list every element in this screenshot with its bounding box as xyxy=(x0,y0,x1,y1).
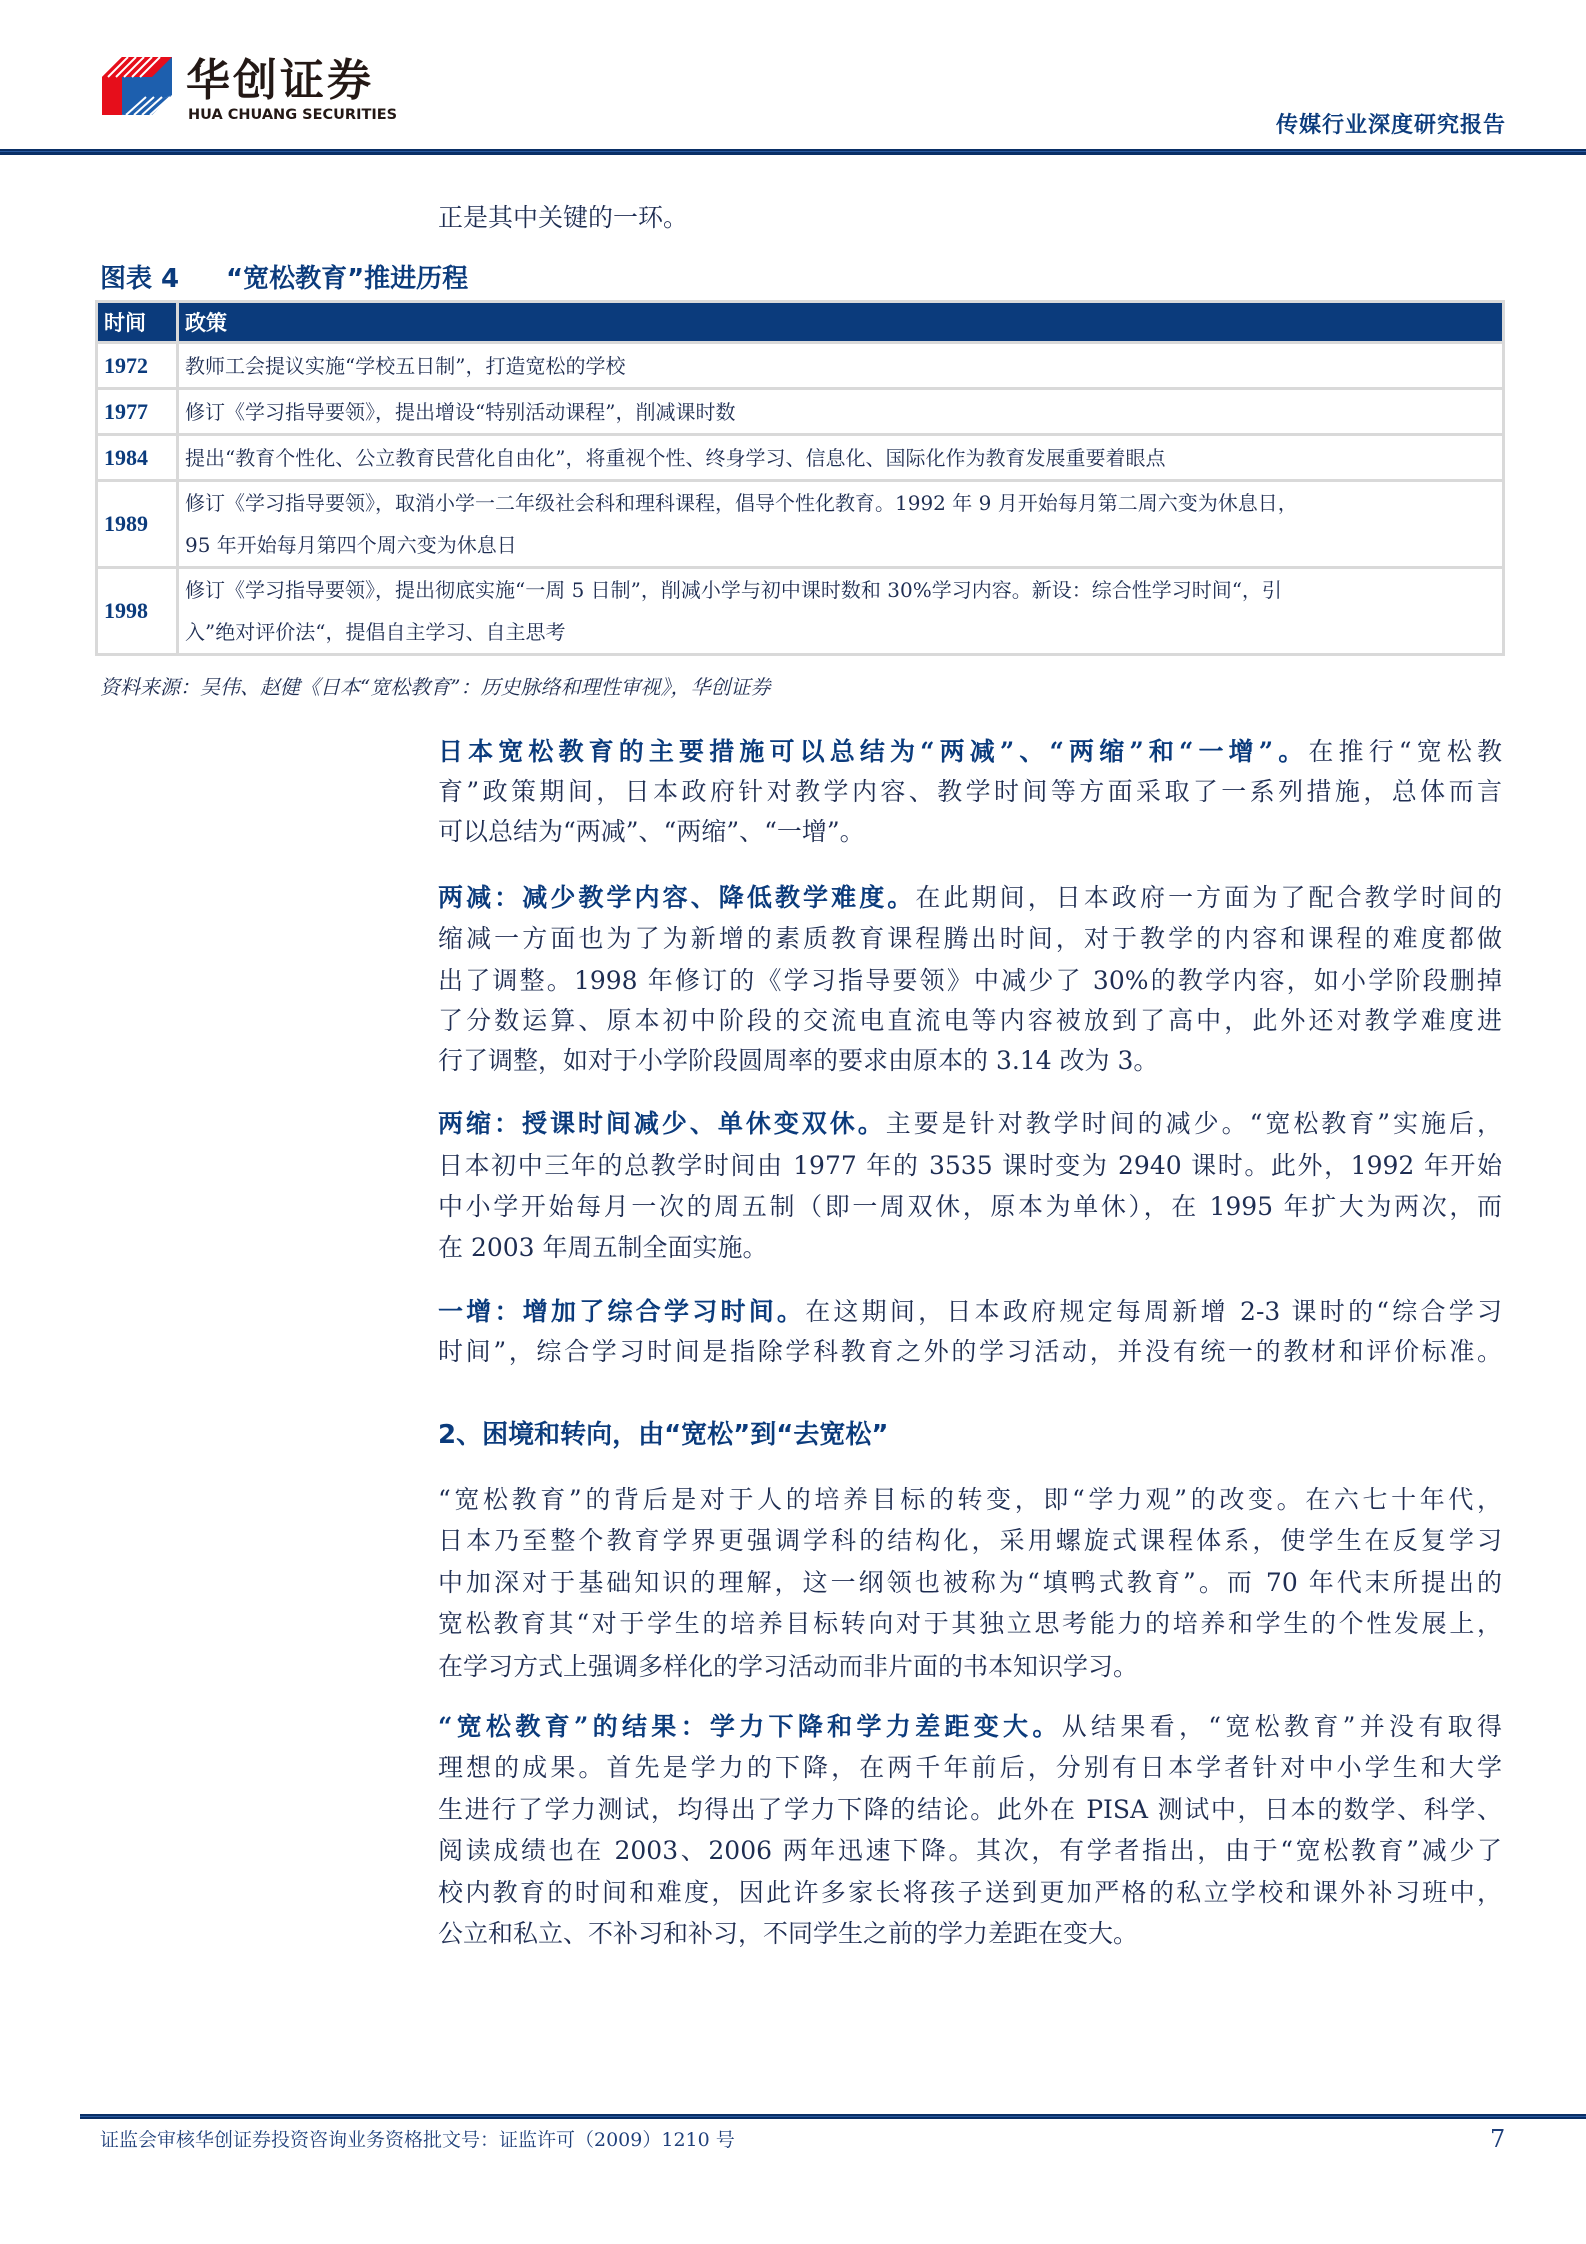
policy-timeline-table xyxy=(95,300,1505,656)
paragraph-line: 出了调整。1998 年修订的《学习指导要领》中减少了 30%的教学内容，如小学阶段删掉 xyxy=(438,966,1502,995)
row-year: 1984 xyxy=(97,435,178,481)
table-header-row xyxy=(97,302,1504,343)
paragraph-line: 在 2003 年周五制全面实施。 xyxy=(438,1233,768,1262)
row-year: 1998 xyxy=(97,568,178,655)
paragraph-line: 校内教育的时间和难度，因此许多家长将孩子送到更加严格的私立学校和课外补习班中， xyxy=(438,1878,1502,1907)
row-year: 1989 xyxy=(97,481,178,568)
paragraph-text: 从结果看，“宽松教育”并没有取得 xyxy=(1061,1712,1502,1741)
paragraph-line: 了分数运算、原本初中阶段的交流电直流电等内容被放到了高中，此外还对教学难度进 xyxy=(438,1006,1502,1035)
table-row xyxy=(97,343,1504,389)
footer-license: 证监会审核华创证券投资咨询业务资格批文号：证监许可（2009）1210 号 xyxy=(100,2129,735,2151)
paragraph-line xyxy=(438,737,1502,767)
paragraph-line: 时间”，综合学习时间是指除学科教育之外的学习活动，并没有统一的教材和评价标准。 xyxy=(438,1337,1502,1366)
row-policy-line: 修订《学习指导要领》，取消小学一二年级社会科和理科课程，倡导个性化教育。1992 年 9 月开始每月第二周六变为休息日， xyxy=(185,491,1298,515)
row-policy xyxy=(178,481,1504,568)
paragraph-line: 可以总结为“两减”、“两缩”、“一增”。 xyxy=(438,817,865,846)
row-policy xyxy=(178,568,1504,655)
report-type-label: 传媒行业深度研究报告 xyxy=(1275,113,1506,138)
paragraph-line: 在学习方式上强调多样化的学习活动而非片面的书本知识学习。 xyxy=(438,1652,1139,1681)
paragraph-line xyxy=(438,1109,1502,1139)
paragraph-line xyxy=(438,1712,1502,1742)
paragraph-line: 缩减一方面也为了为新增的素质教育课程腾出时间，对于教学的内容和课程的难度都做 xyxy=(438,924,1502,953)
row-policy-line: 入”绝对评价法“，提倡自主学习、自主思考 xyxy=(185,620,566,644)
figure-title xyxy=(100,262,468,296)
paragraph-line: 中加深对于基础知识的理解，这一纲领也被称为“填鸭式教育”。而 70 年代末所提出的 xyxy=(438,1568,1502,1597)
paragraph-line: 育”政策期间，日本政府针对教学内容、教学时间等方面采取了一系列措施，总体而言 xyxy=(438,777,1502,806)
figure-source: 资料来源：吴伟、赵健《日本“宽松教育”：历史脉络和理性审视》，华创证券 xyxy=(100,675,771,699)
paragraph-line xyxy=(438,883,1502,913)
row-year: 1972 xyxy=(97,343,178,389)
page-number: 7 xyxy=(1490,2125,1506,2153)
intro-line: 正是其中关键的一环。 xyxy=(438,203,689,232)
paragraph-line: “宽松教育”的背后是对于人的培养目标的转变，即“学力观”的改变。在六七十年代， xyxy=(438,1485,1502,1514)
row-year: 1977 xyxy=(97,389,178,435)
footer-divider xyxy=(80,2114,1586,2119)
row-policy: 修订《学习指导要领》，提出增设“特别活动课程”，削减课时数 xyxy=(178,389,1504,435)
row-policy: 教师工会提议实施“学校五日制”，打造宽松的学校 xyxy=(178,343,1504,389)
figure-caption: “宽松教育”推进历程 xyxy=(226,264,469,294)
table-row xyxy=(97,435,1504,481)
column-header-policy: 政策 xyxy=(178,302,1504,343)
figure-label: 图表 4 xyxy=(100,264,180,294)
company-logo-english: HUA CHUANG SECURITIES xyxy=(188,107,398,123)
paragraph-text: 在这期间，日本政府规定每周新增 2-3 课时的“综合学习 xyxy=(805,1297,1502,1326)
paragraph-text: 主要是针对教学时间的减少。“宽松教育”实施后， xyxy=(885,1109,1502,1138)
company-logo-icon xyxy=(102,57,172,115)
table-row xyxy=(97,568,1504,655)
paragraph-text: 在此期间，日本政府一方面为了配合教学时间的 xyxy=(915,883,1502,912)
paragraph-line: 日本乃至整个教育学界更强调学科的结构化，采用螺旋式课程体系，使学生在反复学习 xyxy=(438,1526,1502,1555)
paragraph-line: 生进行了学力测试，均得出了学力下降的结论。此外在 PISA 测试中，日本的数学、科学、 xyxy=(438,1795,1502,1824)
paragraph-line: 阅读成绩也在 2003、2006 两年迅速下降。其次，有学者指出，由于“宽松教育”减少了 xyxy=(438,1836,1502,1865)
table-row xyxy=(97,389,1504,435)
paragraph-lead: 一增：增加了综合学习时间。 xyxy=(438,1297,806,1326)
paragraph-line: 中小学开始每月一次的周五制（即一周双休，原本为单休），在 1995 年扩大为两次，而 xyxy=(438,1192,1502,1221)
paragraph-line: 公立和私立、不补习和补习，不同学生之前的学力差距在变大。 xyxy=(438,1919,1139,1948)
row-policy-line: 修订《学习指导要领》，提出彻底实施“一周 5 日制”，削减小学与初中课时数和 30%学习内容。新设：综合性学习时间“，引 xyxy=(185,578,1282,602)
paragraph-text: 在推行“宽松教 xyxy=(1308,737,1502,766)
paragraph-line: 理想的成果。首先是学力的下降，在两千年前后，分别有日本学者针对中小学生和大学 xyxy=(438,1753,1502,1782)
section-heading: 2、困境和转向，由“宽松”到“去宽松” xyxy=(438,1420,889,1450)
row-policy: 提出“教育个性化、公立教育民营化自由化”，将重视个性、终身学习、信息化、国际化作为教育发展重要着眼点 xyxy=(178,435,1504,481)
paragraph-line: 日本初中三年的总教学时间由 1977 年的 3535 课时变为 2940 课时。此外，1992 年开始 xyxy=(438,1151,1502,1180)
paragraph-lead: 两减：减少教学内容、降低教学难度。 xyxy=(438,883,916,912)
company-logo-name: 华创证券 xyxy=(186,55,374,106)
paragraph-line: 宽松教育其“对于学生的培养目标转向对于其独立思考能力的培养和学生的个性发展上， xyxy=(438,1609,1502,1638)
paragraph-lead: 两缩：授课时间减少、单休变双休。 xyxy=(438,1109,886,1138)
paragraph-line: 行了调整，如对于小学阶段圆周率的要求由原本的 3.14 改为 3。 xyxy=(438,1046,1159,1075)
paragraph-lead: 日本宽松教育的主要措施可以总结为“两减”、“两缩”和“一增”。 xyxy=(438,737,1309,766)
header-divider xyxy=(0,149,1586,155)
table-row xyxy=(97,481,1504,568)
row-policy-line: 95 年开始每月第四个周六变为休息日 xyxy=(185,533,517,557)
column-header-time: 时间 xyxy=(97,302,178,343)
paragraph-lead: “宽松教育”的结果：学力下降和学力差距变大。 xyxy=(438,1712,1062,1741)
paragraph-line xyxy=(438,1297,1502,1327)
